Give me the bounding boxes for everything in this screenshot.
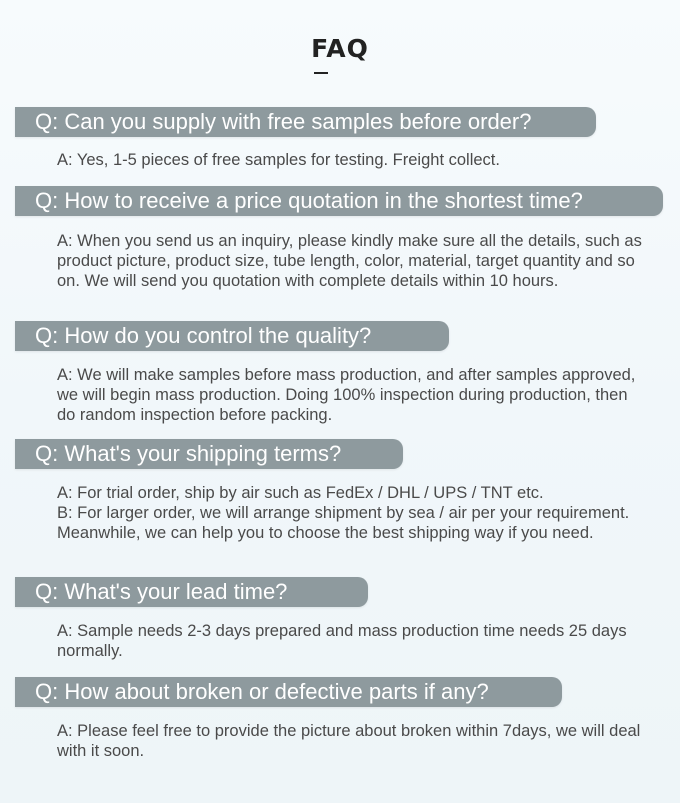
faq-answer-line: A: When you send us an inquiry, please kindly make sure all the details, such as product picture, product size, tube length, color, material, target quantity and so on. We will send you quotation with complete details within 10 hours. bbox=[57, 232, 642, 290]
faq-answer bbox=[57, 621, 647, 661]
faq-answer-line: A: For trial order, ship by air such as FedEx / DHL / UPS / TNT etc. bbox=[57, 484, 544, 502]
faq-question: Q: How do you control the quality? bbox=[35, 323, 372, 348]
faq-answer bbox=[57, 721, 647, 761]
faq-question-bar bbox=[15, 677, 562, 707]
faq-answer-line: A: Please feel free to provide the picture about broken within 7days, we will deal with it soon. bbox=[57, 722, 641, 760]
faq-answer bbox=[57, 483, 647, 543]
page-title: FAQ bbox=[311, 34, 369, 63]
faq-answer bbox=[57, 150, 647, 170]
faq-question-bar bbox=[15, 577, 368, 607]
faq-question-bar bbox=[15, 107, 596, 137]
faq-question: Q: How about broken or defective parts if any? bbox=[35, 679, 489, 704]
faq-answer-line: A: Yes, 1-5 pieces of free samples for testing. Freight collect. bbox=[57, 151, 500, 169]
faq-answer bbox=[57, 231, 647, 291]
faq-question: Q: What's your shipping terms? bbox=[35, 441, 342, 466]
faq-answer-line: A: We will make samples before mass production, and after samples approved, we will begin mass production. Doing 100% inspection during production, then do random inspection before packing. bbox=[57, 366, 636, 424]
faq-question-bar bbox=[15, 439, 403, 469]
faq-answer bbox=[57, 365, 647, 425]
faq-question-bar bbox=[15, 321, 449, 351]
faq-question: Q: What's your lead time? bbox=[35, 579, 288, 604]
faq-question-bar bbox=[15, 186, 663, 216]
faq-answer-line: A: Sample needs 2-3 days prepared and mass production time needs 25 days normally. bbox=[57, 622, 627, 660]
faq-question: Q: How to receive a price quotation in the shortest time? bbox=[35, 188, 583, 213]
title-underline bbox=[314, 72, 328, 74]
faq-question: Q: Can you supply with free samples before order? bbox=[35, 109, 532, 134]
faq-answer-line: B: For larger order, we will arrange shipment by sea / air per your requirement. Meanwhile, we can help you to choose the best shipping way if you need. bbox=[57, 504, 630, 542]
